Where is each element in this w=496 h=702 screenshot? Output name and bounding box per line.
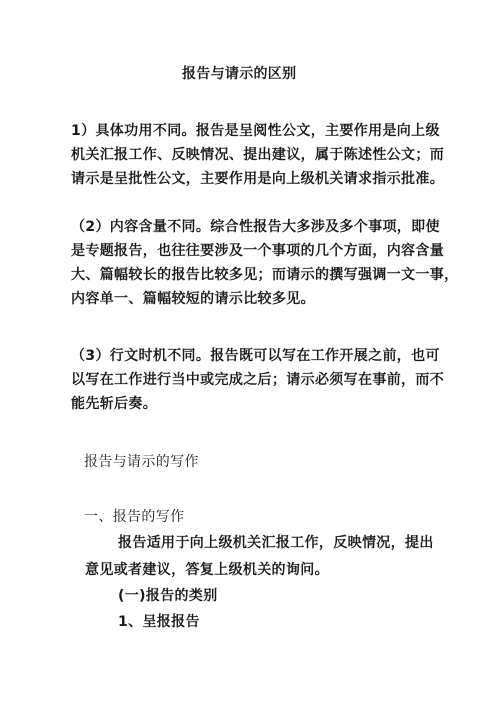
subheading-submission-report: 1、呈报报告: [118, 614, 200, 630]
paragraph-2-line-1: （2）内容含量不同。综合性报告大多涉及多个事项，即使: [71, 219, 440, 235]
paragraph-2-line-3: 大、篇幅较长的报告比较多见；而请示的撰写强调一文一事，: [71, 267, 459, 283]
subheading-report-types: (一)报告的类别: [118, 588, 218, 604]
paragraph-1-line-2: 机关汇报工作、反映情况、提出建议，属于陈述性公文；而: [71, 147, 445, 163]
part-1-body-line-2: 意见或者建议，答复上级机关的询问。: [85, 562, 329, 578]
paragraph-1-line-3: 请示是呈批性公文，主要作用是向上级机关请求指示批准。: [71, 171, 445, 187]
paragraph-1-line-1: 1）具体功用不同。报告是呈阅性公文，主要作用是向上级: [71, 123, 440, 139]
document-title: 报告与请示的区别: [182, 66, 297, 82]
paragraph-3-line-3: 能先斩后奏。: [71, 396, 158, 412]
part-1-body-line-1: 报告适用于向上级机关汇报工作，反映情况，提出: [118, 535, 434, 551]
paragraph-2-line-4: 内容单一、篇幅较短的请示比较多见。: [71, 291, 315, 307]
paragraph-3-line-2: 以写在工作进行当中或完成之后；请示必须写在事前，而不: [71, 372, 445, 388]
section-heading: 报告与请示的写作: [84, 454, 199, 470]
part-1-heading: 一、报告的写作: [84, 509, 185, 525]
paragraph-3-line-1: （3）行文时机不同。报告既可以写在工作开展之前，也可: [71, 348, 440, 364]
paragraph-2-line-2: 是专题报告，也往往要涉及一个事项的几个方面，内容含量: [71, 243, 445, 259]
